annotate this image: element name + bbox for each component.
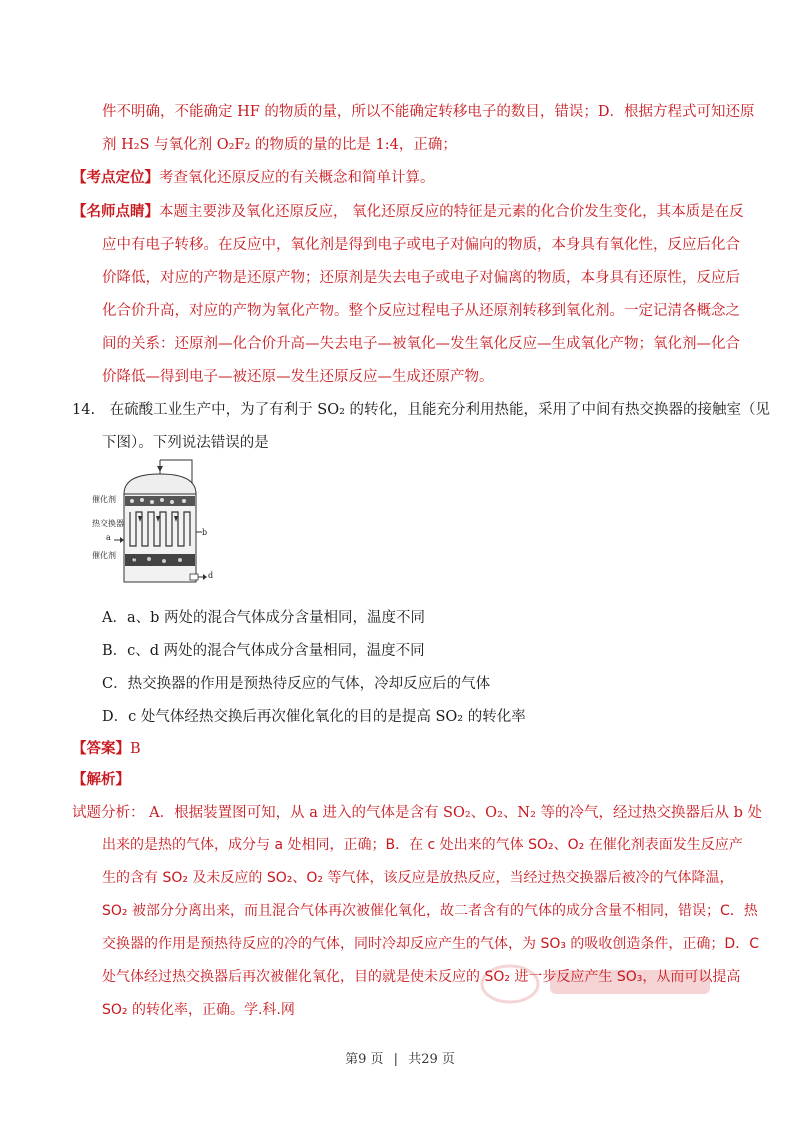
question-text-1: 在硫酸工业生产中，为了有利于 SO₂ 的转化，且能充分利用热能，采用了中间有热交换器的接触室（见 xyxy=(109,402,771,418)
option-d: D．c 处气体经热交换后再次催化氧化的目的是提高 SO₂ 的转化率 xyxy=(102,709,526,725)
mingshi-line-1 xyxy=(72,200,744,221)
analysis-line-6: 处气体经过热交换器后再次被催化氧化，目的就是使未反应的 SO₂ 进一步反应产生 SO₃，从而可以提高 xyxy=(102,969,741,985)
mingshi-tag: 【名师点睛】 xyxy=(72,203,159,220)
analysis-line-1: 试题分析： A．根据装置图可知，从 a 进入的气体是含有 SO₂、O₂、N₂ 等的冷气，经过热交换器后从 b 处 xyxy=(72,805,762,821)
analysis-line-3: 生的含有 SO₂ 及未反应的 SO₂、O₂ 等气体，该反应是放热反应，当经过热交换器后被冷的气体降温， xyxy=(102,870,734,886)
footer-page: 第9 页 xyxy=(345,1052,384,1067)
mingshi-line-4: 化合价升高，对应的产物为氧化产物。整个反应过程电子从还原剂转移到氧化剂。一定记清各概念之 xyxy=(102,303,740,319)
answer-value: B xyxy=(130,741,141,757)
page-footer xyxy=(0,1048,800,1067)
kaodian-section xyxy=(72,166,435,187)
answer-tag: 【答案】 xyxy=(72,740,130,757)
analysis-line-5: 交换器的作用是预热待反应的冷的气体，同时冷却反应产生的气体，为 SO₃ 的吸收创造条件，正确；D．C xyxy=(102,936,759,952)
label-catalyst-top: 催化剂 xyxy=(92,495,116,504)
label-catalyst-bottom: 催化剂 xyxy=(92,551,116,560)
label-b: b xyxy=(202,528,208,537)
question-number: 14. xyxy=(72,402,96,418)
watermark-logo xyxy=(470,952,730,1012)
analysis-tag: 【解析】 xyxy=(72,771,130,788)
label-d: d xyxy=(208,571,214,580)
label-heat-exchanger: 热交换器 xyxy=(92,519,124,528)
label-a: a xyxy=(106,533,111,542)
option-b: B．c、d 两处的混合气体成分含量相同，温度不同 xyxy=(102,643,425,659)
top-line-1: 件不明确，不能确定 HF 的物质的量，所以不能确定转移电子的数目，错误；D．根据方程式可知还原 xyxy=(102,104,755,120)
mingshi-line-2: 应中有电子转移。在反应中，氧化剂是得到电子或电子对偏向的物质，本身具有氧化性，反应后化合 xyxy=(102,237,740,253)
analysis-line-4: SO₂ 被部分分离出来，而且混合气体再次被催化氧化，故二者含有的气体的成分含量不相同，错误；C．热 xyxy=(102,903,758,919)
label-c: c xyxy=(131,555,136,564)
footer-sep: | xyxy=(393,1052,399,1067)
option-a: A．a、b 两处的混合气体成分含量相同，温度不同 xyxy=(102,610,426,626)
top-line-2: 剂 H₂S 与氧化剂 O₂F₂ 的物质的量的比是 1:4，正确； xyxy=(102,137,457,153)
mingshi-line-6: 价降低—得到电子—被还原—发生还原反应—生成还原产物。 xyxy=(102,369,494,385)
question-line-2: 下图）。下列说法错误的是 xyxy=(102,435,269,451)
option-c: C．热交换器的作用是预热待反应的气体，冷却反应后的气体 xyxy=(102,676,491,692)
question-line-1 xyxy=(72,398,770,419)
answer-section xyxy=(72,737,141,758)
analysis-line-2: 出来的是热的气体，成分与 a 处相同，正确；B．在 c 处出来的气体 SO₂、O₂ 在催化剂表面发生反应产 xyxy=(102,837,743,853)
mingshi-text-1: 本题主要涉及氧化还原反应， 氧化还原反应的特征是元素的化合价发生变化，其本质是在反 xyxy=(159,204,744,220)
kaodian-text: 考查氧化还原反应的有关概念和简单计算。 xyxy=(159,170,435,186)
analysis-line-7: SO₂ 的转化率，正确。学.科.网 xyxy=(102,1002,295,1018)
mingshi-line-3: 价降低，对应的产物是还原产物；还原剂是失去电子或电子对偏离的物质，本身具有还原性，反应后 xyxy=(102,270,740,286)
footer-total: 共29 页 xyxy=(408,1052,455,1067)
mingshi-line-5: 间的关系：还原剂—化合价升高—失去电子—被氧化—发生氧化反应—生成氧化产物；氧化剂—化合 xyxy=(102,336,740,352)
kaodian-tag: 【考点定位】 xyxy=(72,169,159,186)
